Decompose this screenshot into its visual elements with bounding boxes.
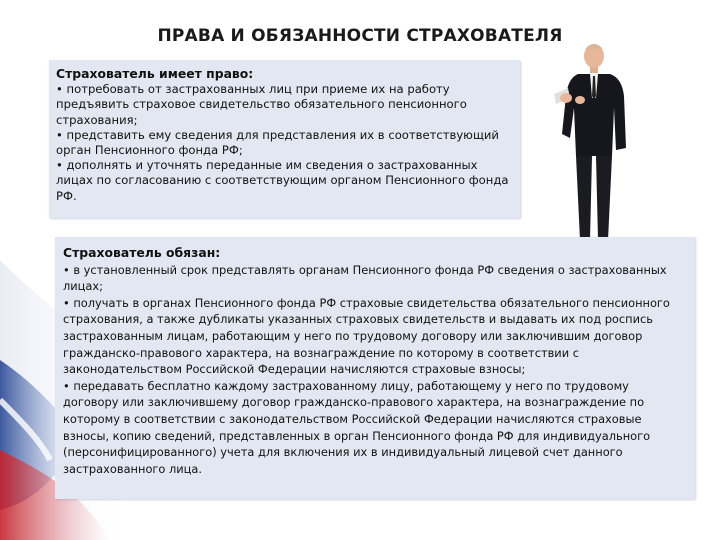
list-item: • представить ему сведения для представления их в соответствующий орган Пенсионного фонда РФ; bbox=[56, 127, 499, 158]
list-item: • передавать бесплатно каждому застрахованному лицу, работающему у него по трудовому договору или заключившему договор гражданско-правового характера, на вознаграждение по которому в соответствии с законодательством Российской Федерации начисляются страховые взносы, копию сведений, представленных в орган Пенсионного фонда РФ для индивидуального (персонифицированного) учета для включения их в индивидуальный лицевой счет данного застрахованного лица. bbox=[63, 378, 651, 476]
list-item: • получать в органах Пенсионного фонда РФ страховые свидетельства обязательного пенсионного страхования, а также дубликаты указанных страховых свидетельств и выдавать их под роспись застрахованным лицам, работающим у него по трудовому договору или заключившим договор гражданско-правового характера, на вознаграждение по которому в соответствии с законодательством Российской Федерации начисляются страховые взносы; bbox=[63, 295, 670, 377]
list-item: • потребовать от застрахованных лиц при приеме их на работу предъявить страховое свидетельство обязательного пенсионного страхования; bbox=[56, 82, 467, 127]
list-item: • в установленный срок представлять органам Пенсионного фонда РФ сведения о застрахованных лицах; bbox=[63, 262, 667, 294]
duties-panel bbox=[55, 237, 695, 499]
businessman-illustration bbox=[540, 38, 650, 248]
duties-heading: Страхователь обязан: bbox=[63, 245, 221, 260]
rights-heading: Страхователь имеет право: bbox=[56, 66, 254, 81]
list-item: • дополнять и уточнять переданные им сведения о застрахованных лицах по согласованию с соответствующим органом Пенсионного фонда РФ. bbox=[56, 158, 509, 203]
page-title: ПРАВА И ОБЯЗАННОСТИ СТРАХОВАТЕЛЯ bbox=[157, 26, 563, 46]
rights-panel bbox=[49, 60, 520, 218]
